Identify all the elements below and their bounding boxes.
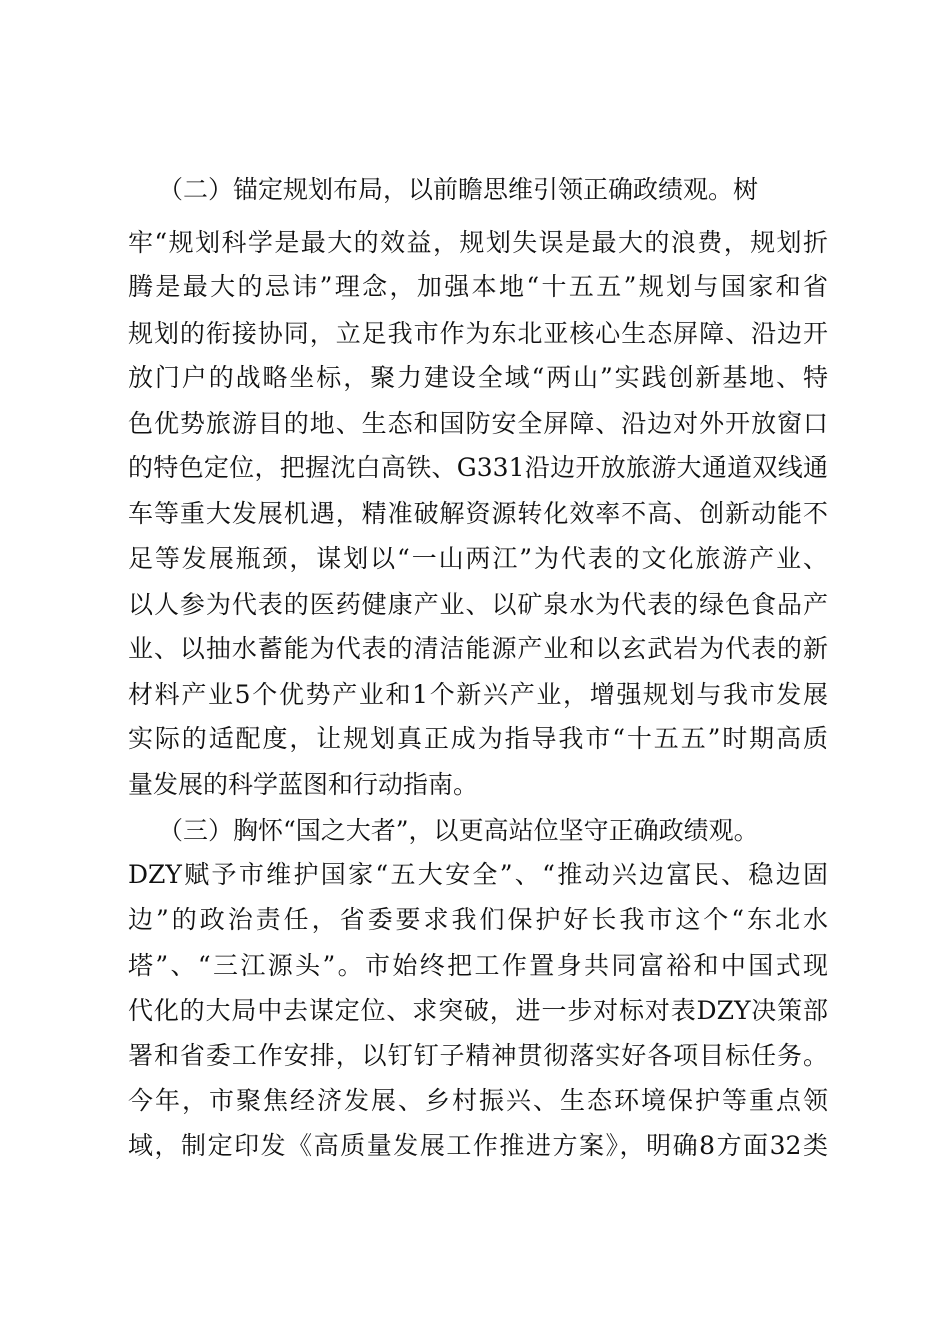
body-text-line: 放门户的战略坐标，聚力建设全域“两山”实践创新基地、特 <box>128 363 828 392</box>
body-text-line: 以人参为代表的医药健康产业、以矿泉水为代表的绿色食品产 <box>128 590 828 619</box>
body-text-line: 署和省委工作安排，以钉钉子精神贯彻落实好各项目标任务。 <box>128 1041 828 1070</box>
body-text-line: 腾是最大的忌讳”理念，加强本地“十五五”规划与国家和省 <box>128 272 828 301</box>
body-text-line: 边”的政治责任，省委要求我们保护好长我市这个“东北水 <box>128 905 828 934</box>
body-text-line: 业、以抽水蓄能为代表的清洁能源产业和以玄武岩为代表的新 <box>128 634 828 663</box>
body-text-line: 车等重大发展机遇，精准破解资源转化效率不高、创新动能不 <box>128 499 828 528</box>
body-text-line: 规划的衔接协同，立足我市作为东北亚核心生态屏障、沿边开 <box>128 319 828 348</box>
body-text-line: 的特色定位，把握沈白高铁、G331沿边开放旅游大通道双线通 <box>128 453 828 482</box>
body-text-line: 实际的适配度，让规划真正成为指导我市“十五五”时期高质 <box>128 724 828 753</box>
body-text-line: 代化的大局中去谋定位、求突破，进一步对标对表DZY决策部 <box>128 996 828 1025</box>
body-text-line: 足等发展瓶颈，谋划以“一山两江”为代表的文化旅游产业、 <box>128 544 828 573</box>
body-text-line: 材料产业5个优势产业和1个新兴产业，增强规划与我市发展 <box>128 680 828 709</box>
body-text-line: 域，制定印发《高质量发展工作推进方案》，明确8方面32类 <box>128 1131 828 1160</box>
body-text-line: 色优势旅游目的地、生态和国防安全屏障、沿边对外开放窗口 <box>128 409 828 438</box>
paragraph-3-heading-line: （三）胸怀“国之大者”，以更高站位坚守正确政绩观。 <box>158 816 759 845</box>
body-text-line: 塔”、“三江源头”。市始终把工作置身共同富裕和中国式现 <box>128 951 828 980</box>
body-text-line: DZY赋予市维护国家“五大安全”、“推动兴边富民、稳边固 <box>128 860 828 889</box>
body-text-line: 今年，市聚焦经济发展、乡村振兴、生态环境保护等重点领 <box>128 1086 828 1115</box>
body-text-line: 牢“规划科学是最大的效益，规划失误是最大的浪费，规划折 <box>128 228 828 257</box>
body-text-line-last: 量发展的科学蓝图和行动指南。 <box>128 770 479 799</box>
paragraph-2-heading-line: （二）锚定规划布局，以前瞻思维引领正确政绩观。树 <box>158 175 759 204</box>
